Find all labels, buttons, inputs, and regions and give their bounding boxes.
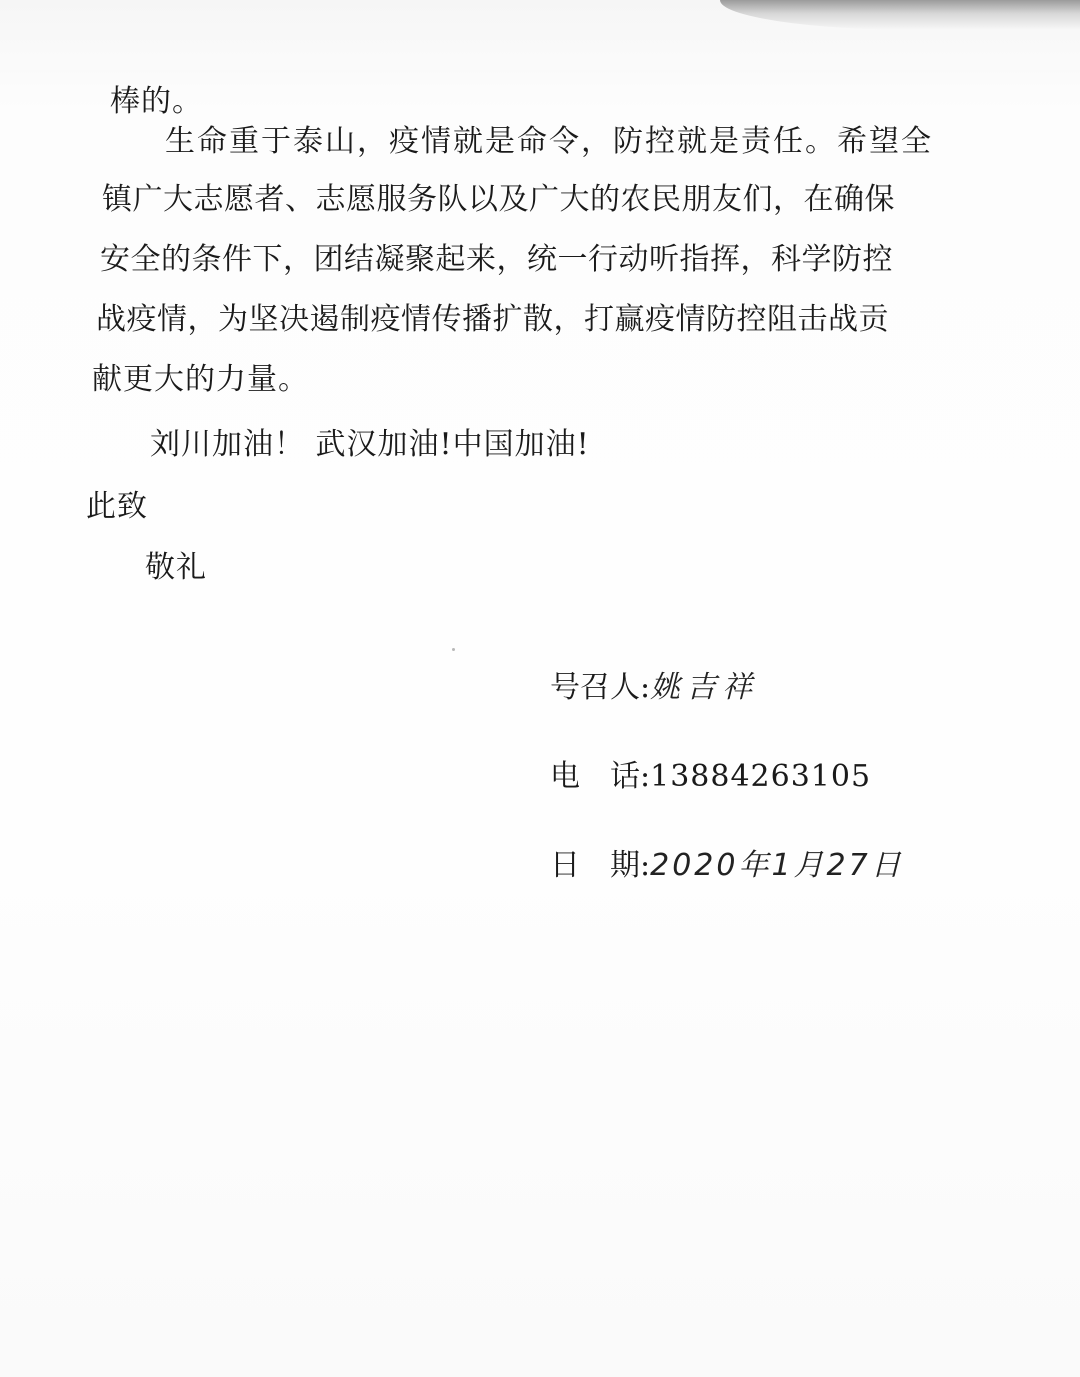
- date-value: 2020年1月27日: [650, 848, 904, 883]
- letter-closing-2: 敬礼: [145, 550, 207, 585]
- letter-line-6: 献更大的力量。: [92, 362, 309, 397]
- letter-cheer-line: 刘川加油！ 武汉加油!中国加油!: [150, 427, 590, 462]
- letter-line-5: 战疫情，为坚决遏制疫情传播扩散，打赢疫情防控阻击战贡: [96, 302, 889, 337]
- letter-closing-1: 此致: [86, 489, 148, 524]
- date-row: [550, 846, 904, 886]
- phone-label: 电 话:: [550, 759, 651, 794]
- letter-line-3: 镇广大志愿者、志愿服务队以及广大的农民朋友们，在确保: [102, 182, 895, 217]
- date-label: 日 期:: [550, 848, 651, 883]
- phone-value: 13884263105: [650, 759, 872, 794]
- caller-row: [550, 668, 758, 708]
- letter-line-1: 棒的。: [110, 84, 203, 119]
- paper-edge-shadow: [720, 0, 1080, 30]
- letter-line-2: 生命重于泰山，疫情就是命令，防控就是责任。希望全: [165, 124, 933, 159]
- paper-speck: [452, 648, 455, 651]
- caller-label: 号召人:: [550, 670, 651, 705]
- phone-row: [550, 757, 871, 797]
- caller-signature: 姚吉祥: [650, 670, 759, 705]
- letter-line-4: 安全的条件下，团结凝聚起来，统一行动听指挥，科学防控: [100, 242, 893, 277]
